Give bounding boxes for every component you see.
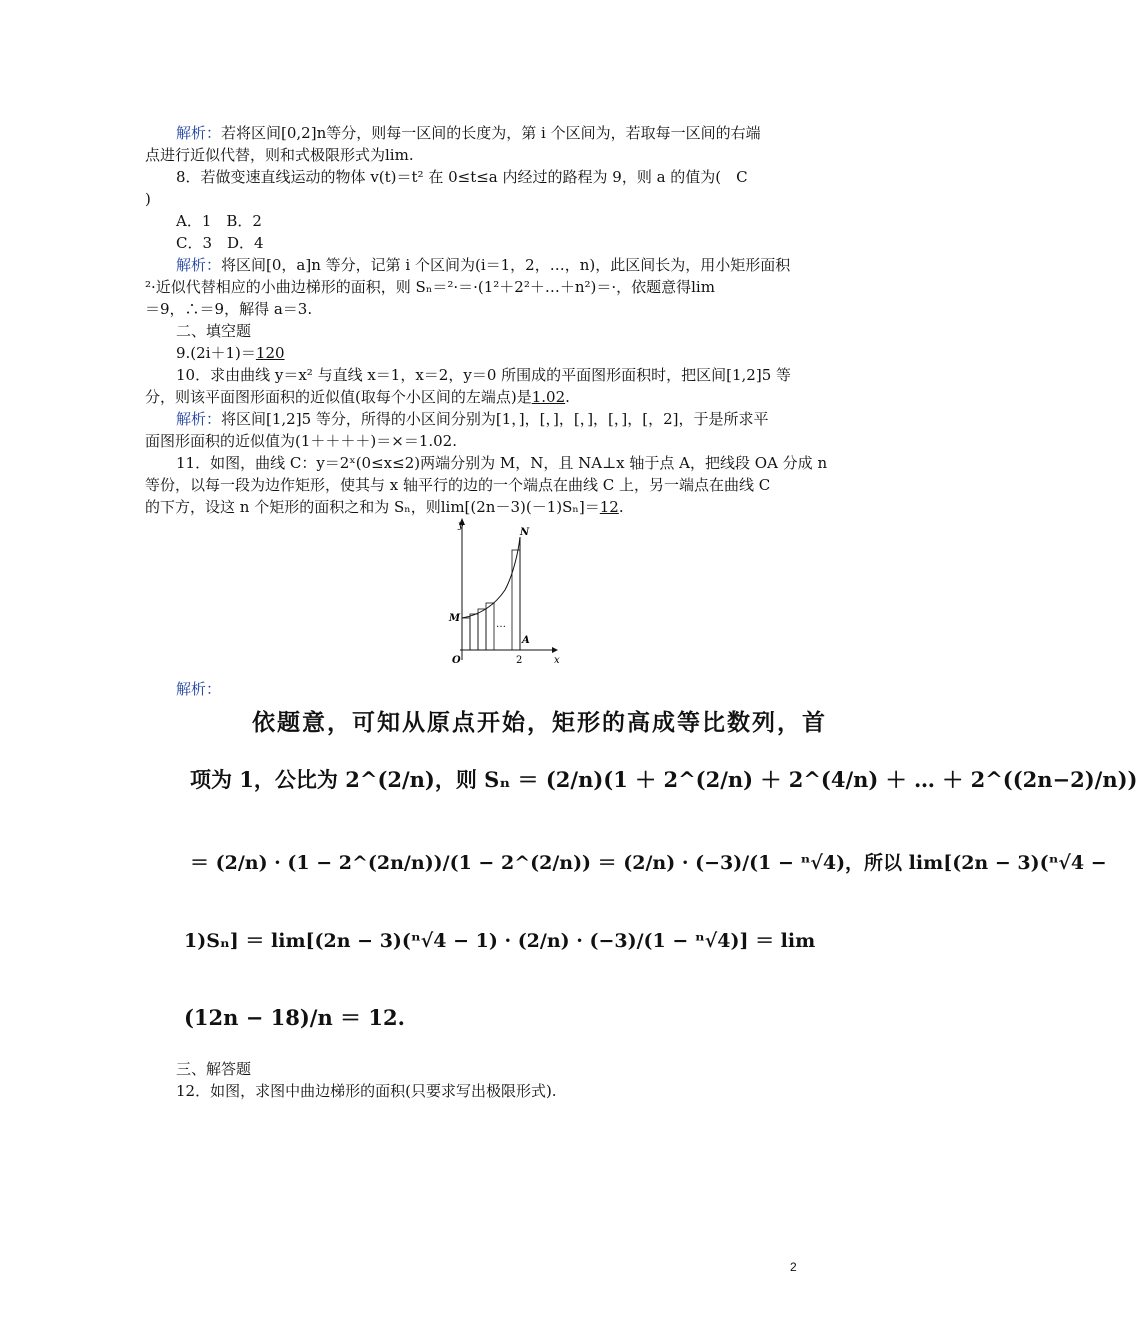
rect-1 — [462, 618, 470, 650]
x-axis-arrow — [552, 647, 558, 653]
answer-11: 12 — [599, 498, 619, 516]
option-line: A．1 B．2 — [176, 212, 262, 230]
point-a-label: A — [522, 635, 530, 646]
text-line: 等份，以每一段为边作矩形，使其与 x 轴平行的边的一个端点在曲线 C 上，另一端点在曲线 C — [145, 476, 771, 494]
point-n-label: N — [520, 527, 530, 538]
analysis-label: 解析： — [176, 256, 222, 274]
origin-label: O — [452, 655, 461, 666]
text-line: 分，则该平面图形面积的近似值(取每个小区间的左端点)是1.02. — [145, 388, 570, 406]
section-heading-answer: 三、解答题 — [176, 1060, 252, 1078]
solution-row-1: 依题意，可知从原点开始，矩形的高成等比数列，首 — [252, 709, 827, 736]
solution-row-4: 1)Sₙ] ＝ lim[(2n − 3)(ⁿ√4 − 1) · (2/n) · (−3)/(1 − ⁿ√4)] ＝ lim — [184, 930, 816, 952]
rect-2 — [470, 614, 478, 650]
rect-4 — [486, 603, 494, 650]
answer-9: 120 — [255, 344, 285, 362]
solution-row-3: ＝ (2/n) · (1 − 2^(2n/n))/(1 − 2^(2/n)) ＝ (2/n) · (−3)/(1 − ⁿ√4)，所以 lim[(2n − 3)(ⁿ√4 − — [190, 852, 1107, 874]
analysis-label: 解析： — [176, 410, 222, 428]
ellipsis-label: … — [496, 619, 506, 630]
question-10: 10．求由曲线 y＝x² 与直线 x＝1，x＝2，y＝0 所围成的平面图形面积时，把区间[1,2]5 等 — [176, 366, 792, 384]
solution-row-5: (12n − 18)/n ＝ 12. — [184, 1005, 405, 1030]
question-9: 9.(2i＋1)＝120 — [176, 344, 285, 362]
text-line: 面图形面积的近似值为(1＋＋＋＋)＝×＝1.02. — [145, 432, 457, 450]
x-label: x — [554, 655, 560, 666]
question-8: 8．若做变速直线运动的物体 v(t)＝t² 在 0≤t≤a 内经过的路程为 9，则 a 的值为( C — [176, 168, 748, 186]
point-m-label: M — [449, 613, 461, 624]
analysis-label-11: 解析： — [176, 680, 222, 698]
page-number: 2 — [790, 1260, 797, 1274]
section-heading-fill: 二、填空题 — [176, 322, 252, 340]
analysis-line-8: 解析：将区间[0，a]n 等分，记第 i 个区间为(i＝1，2，…，n)，此区间长为，用小矩形面积 — [176, 256, 791, 274]
tick-2-label: 2 — [516, 655, 523, 666]
question-11: 11．如图，曲线 C：y＝2ˣ(0≤x≤2)两端分别为 M，N，且 NA⊥x 轴于点 A，把线段 OA 分成 n — [176, 454, 828, 472]
curve-c — [462, 537, 520, 618]
analysis-label: 解析： — [176, 124, 222, 142]
solution-row-2: 项为 1，公比为 2^(2/n)，则 Sₙ ＝ (2/n)(1 ＋ 2^(2/n) ＋ 2^(4/n) ＋ … ＋ 2^((2n−2)/n)) — [190, 767, 1138, 792]
curve-rectangles-figure — [440, 515, 560, 665]
option-line: C．3 D．4 — [176, 234, 264, 252]
rect-last — [512, 550, 520, 650]
analysis-line-7: 解析：若将区间[0,2]n等分，则每一区间的长度为，第 i 个区间为，若取每一区间的右端 — [176, 124, 761, 142]
solution-image-block — [180, 700, 1138, 1055]
answer-10: 1.02 — [531, 388, 566, 406]
text-line: 的下方，设这 n 个矩形的面积之和为 Sₙ，则lim[(2n－3)(－1)Sₙ]＝12. — [145, 498, 624, 516]
text-line: ²·近似代替相应的小曲边梯形的面积，则 Sₙ＝²·＝·(1²＋2²＋…＋n²)＝·，依题意得lim — [145, 278, 715, 296]
analysis-line-10: 解析：将区间[1,2]5 等分，所得的小区间分别为[1，]，[，]，[，]，[，]，[，2]，于是所求平 — [176, 410, 769, 428]
text-line: 点进行近似代替，则和式极限形式为lim. — [145, 146, 414, 164]
y-label: y — [458, 520, 464, 531]
question-12: 12．如图，求图中曲边梯形的面积(只要求写出极限形式). — [176, 1082, 557, 1100]
text-line: ) — [145, 190, 151, 208]
rect-3 — [478, 609, 486, 650]
text-line: ＝9，∴＝9，解得 a＝3. — [145, 300, 313, 318]
